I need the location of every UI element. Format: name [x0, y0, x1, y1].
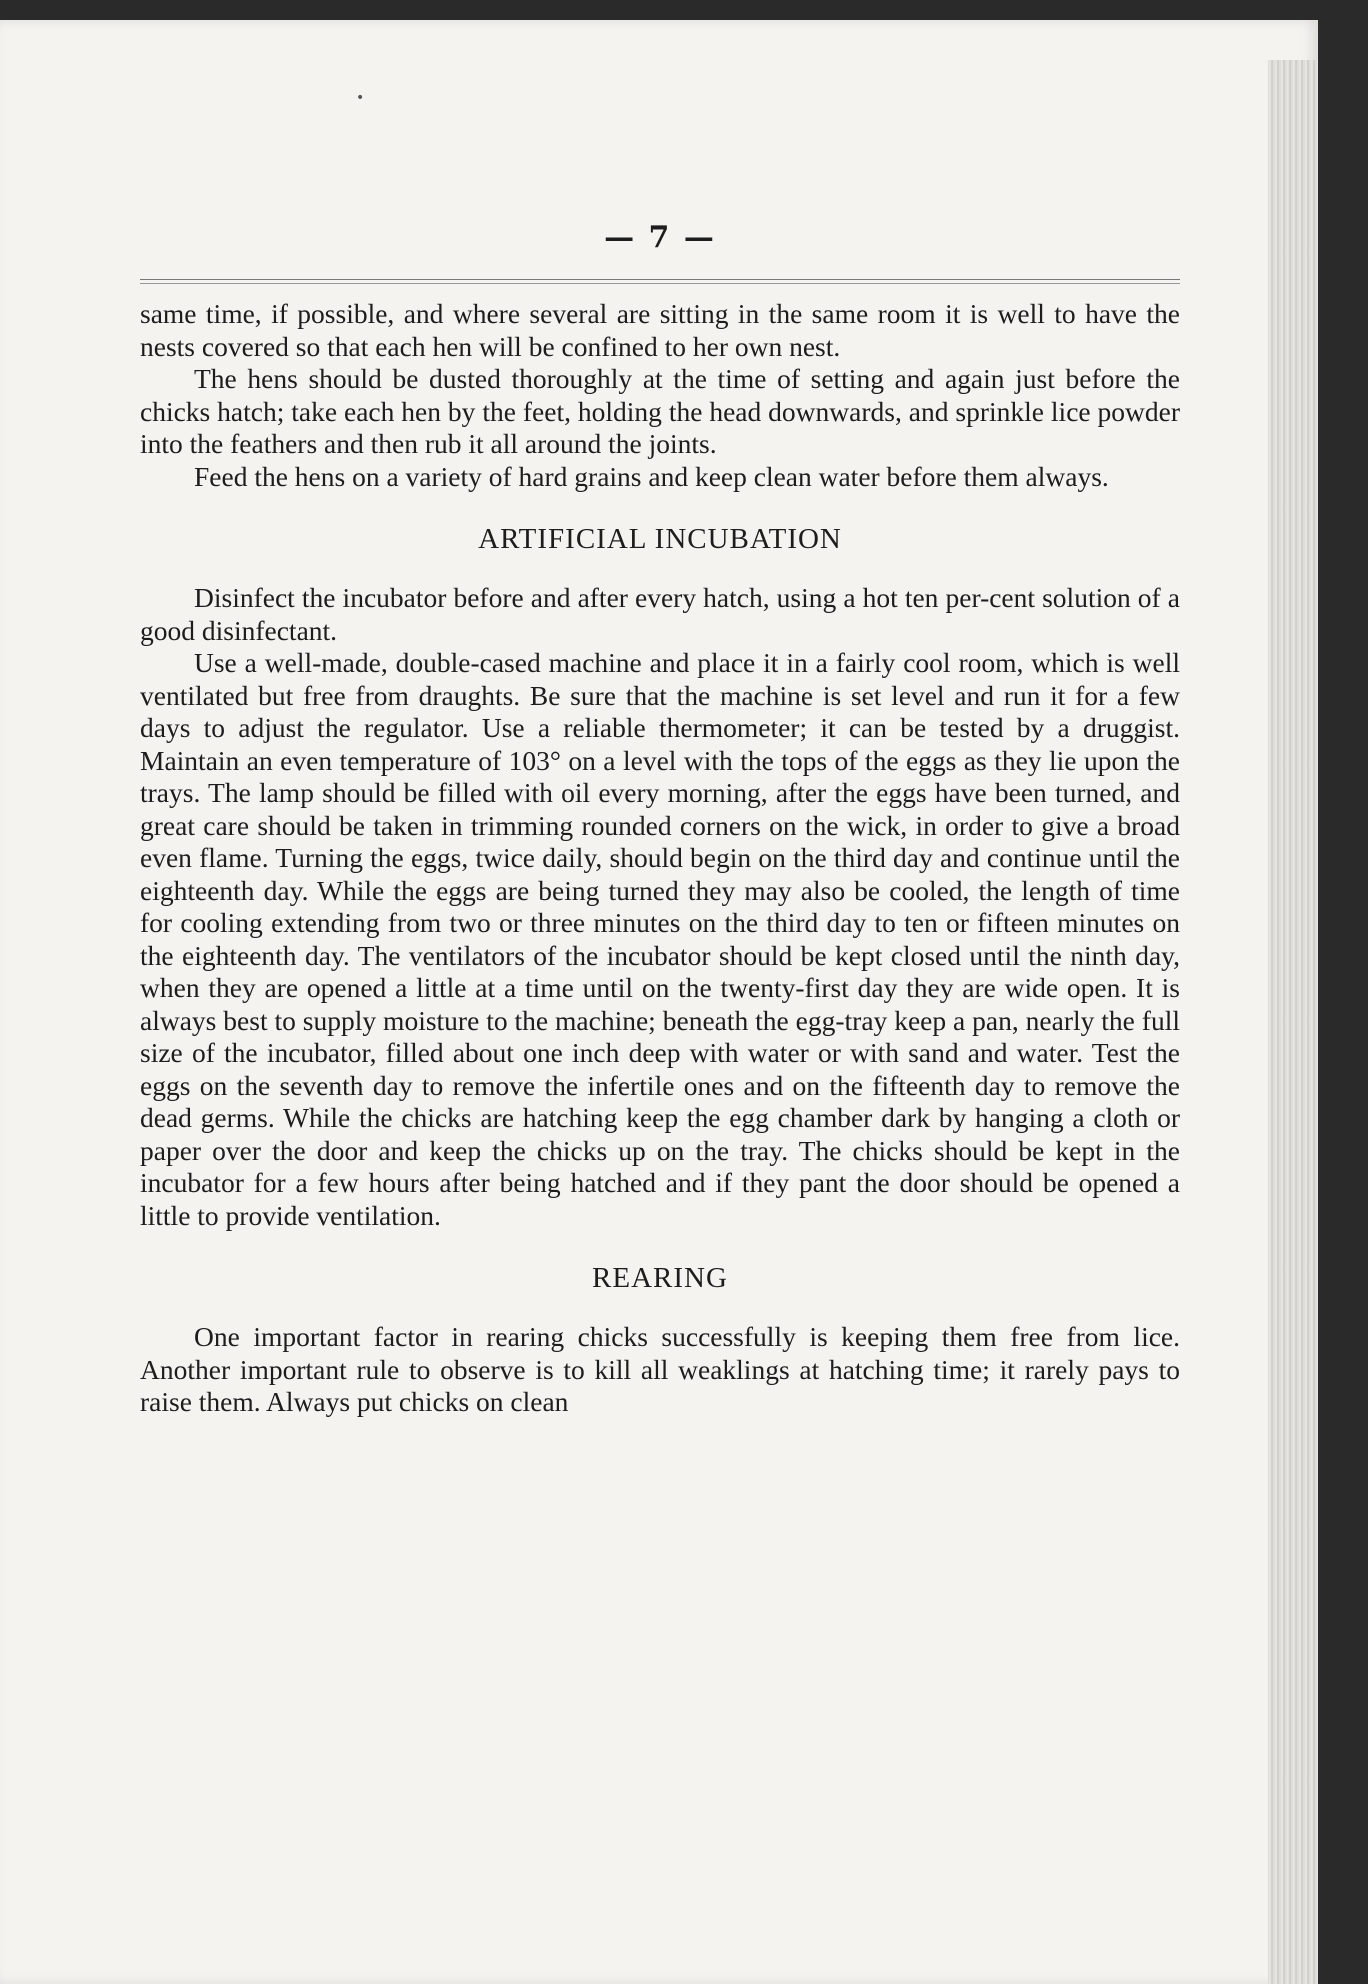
- page-content: [140, 220, 1180, 1419]
- stray-mark: •: [356, 90, 365, 106]
- section-heading: ARTIFICIAL INCUBATION: [478, 523, 842, 555]
- paragraph: same time, if possible, and where several are sitting in the same room it is well to have the nests covered so that each hen will be confined to her own nest.: [140, 298, 1180, 362]
- paragraph: Feed the hens on a variety of hard grains and keep clean water before them always.: [194, 460, 1109, 492]
- paragraph: One important factor in rearing chicks successfully is keeping them free from lice. Another important rule to observe is to kill all weaklings at hatching time; it rarely pays to raise them. Always put chicks on clean: [140, 1321, 1180, 1417]
- page-edge: [1268, 60, 1318, 1984]
- section-heading: REARING: [592, 1262, 728, 1294]
- paragraph: The hens should be dusted thoroughly at the time of setting and again just before the chicks hatch; take each hen by the feet, holding the head downwards, and sprinkle lice powder into the feathers and then rub it all around the joints.: [140, 363, 1180, 459]
- page-number: — 7 —: [604, 220, 716, 255]
- paragraph: Use a well-made, double-cased machine and place it in a fairly cool room, which is well ventilated but free from draughts. Be sure that the machine is set level and run it for a few days to adjust the regulator. Use a reliable thermometer; it can be tested by a druggist. Maintain an even temperature of 103° on a level with the tops of the eggs as they lie upon the trays. The lamp should be filled with oil every morning, after the eggs have been turned, and great care should be taken in trimming rounded corners on the wick, in order to give a broad even flame. Turning the eggs, twice daily, should begin on the third day and continue until the eighteenth day. While the eggs are being turned they may also be cooled, the length of time for cooling extending from two or three minutes on the third day to ten or fifteen minutes on the eighteenth day. The ventilators of the incubator should be kept closed until the ninth day, when they are opened a little at a time until on the twenty-first day they are wide open. It is always best to supply moisture to the machine; beneath the egg-tray keep a pan, nearly the full size of the incubator, filled about one inch deep with water or with sand and water. Test the eggs on the seventh day to remove the infertile ones and on the fifteenth day to remove the dead germs. While the chicks are hatching keep the egg chamber dark by hanging a cloth or paper over the door and keep the chicks up on the tray. The chicks should be kept in the incubator for a few hours after being hatched and if they pant the door should be opened a little to provide ventilation.: [140, 647, 1180, 1231]
- book-page: [0, 20, 1318, 1984]
- paragraph: Disinfect the incubator before and after every hatch, using a hot ten per-cent solution of a good disinfectant.: [140, 582, 1180, 646]
- header-rule: [140, 279, 1180, 284]
